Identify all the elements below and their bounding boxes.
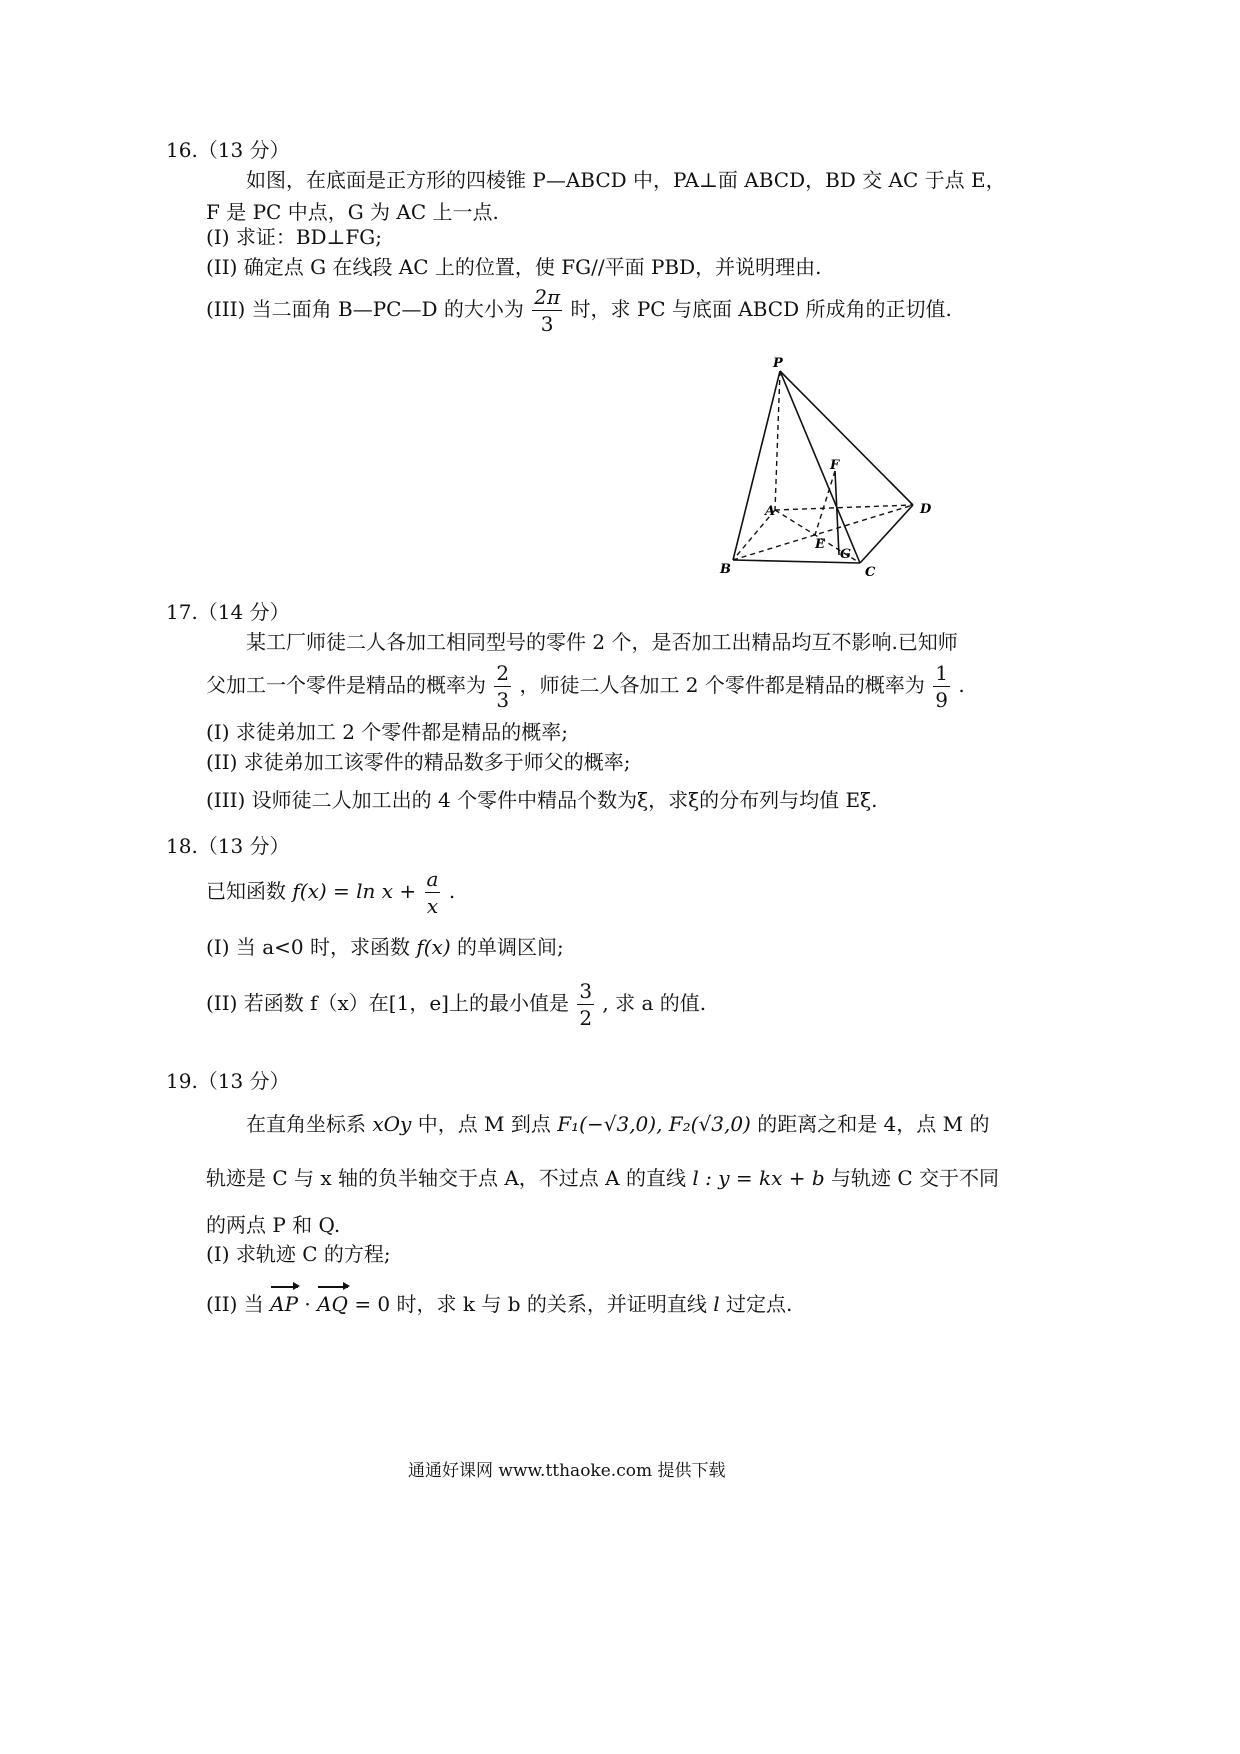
label-p: P	[773, 356, 783, 371]
q18-line1-post: .	[448, 879, 456, 903]
q17-frac2-numerator: 1	[935, 661, 948, 685]
q17-line2-post: .	[958, 673, 965, 697]
q19-line2-pre: 轨迹是 C 与 x 轴的负半轴交于点 A，不过点 A 的直线	[206, 1166, 686, 1190]
q19-line2	[206, 1164, 999, 1192]
q17-part1: (I) 求徒弟加工 2 个零件都是精品的概率;	[206, 720, 569, 744]
q19-part2-mid: 时，求 k 与 b 的关系，并证明直线	[396, 1292, 707, 1316]
q18-fraction	[425, 866, 441, 919]
q17-line1: 某工厂师徒二人各加工相同型号的零件 2 个，是否加工出精品均互不影响.已知师	[246, 630, 958, 654]
label-d: D	[920, 502, 932, 517]
q17-line2	[206, 660, 965, 713]
q17-fraction-master	[494, 660, 511, 713]
q16-part3-numerator: 2π	[534, 285, 561, 309]
q17-header: 17.（14 分）	[166, 600, 290, 624]
edge-pd	[780, 371, 913, 505]
q16-part3-fraction	[532, 284, 562, 337]
vector-aq: AQ	[317, 1284, 348, 1318]
q19-line2-post: 与轨迹 C 交于不同	[831, 1166, 1000, 1190]
edge-pa-hidden	[775, 371, 780, 510]
q18-part1-pre: (I) 当 a<0 时，求函数	[206, 935, 410, 959]
label-c: C	[865, 565, 876, 580]
q18-part1	[206, 933, 564, 961]
q17-part3: (III) 设师徒二人加工出的 4 个零件中精品个数为ξ，求ξ的分布列与均值 Eξ.	[206, 788, 878, 812]
vector-ap: AP	[270, 1284, 298, 1318]
q17-frac1-numerator: 2	[496, 661, 510, 685]
q17-frac2-denominator: 9	[935, 688, 948, 712]
q19-line1	[246, 1110, 989, 1138]
q16-line2: F 是 PC 中点，G 为 AC 上一点.	[206, 200, 499, 224]
q19-line1-mid: 中，点 M 到点	[417, 1112, 551, 1136]
q18-line1-pre: 已知函数	[206, 879, 286, 903]
q19-part2-line-l: l	[713, 1292, 720, 1316]
q16-part3	[206, 284, 952, 337]
q16-part3-post: 时，求 PC 与底面 ABCD 所成角的正切值.	[570, 297, 952, 321]
q19-line1-pre: 在直角坐标系	[246, 1112, 366, 1136]
q18-part2-pre: (II) 若函数 f（x）在[1，e]上的最小值是	[206, 991, 569, 1015]
q19-part2-post: 过定点.	[726, 1292, 793, 1316]
equals-zero: = 0	[354, 1292, 391, 1316]
q16-part3-denominator: 3	[540, 312, 554, 336]
q18-frac-denominator: x	[426, 894, 439, 918]
q18-header: 18.（13 分）	[166, 834, 290, 858]
edge-cd	[860, 505, 913, 563]
pyramid-figure	[715, 345, 945, 580]
q16-part1: (I) 求证：BD⊥FG;	[206, 225, 382, 249]
q16-line1: 如图，在底面是正方形的四棱锥 P—ABCD 中，PA⊥面 ABCD，BD 交 AC 于点 E，	[246, 168, 1006, 192]
q16-part3-pre: (III) 当二面角 B—PC—D 的大小为	[206, 297, 524, 321]
label-b: B	[720, 562, 731, 577]
q19-part2-pre: (II) 当	[206, 1292, 264, 1316]
q19-part1: (I) 求轨迹 C 的方程;	[206, 1242, 391, 1266]
q19-line-equation: l : y = kx + b	[692, 1166, 825, 1190]
q17-line2-pre: 父加工一个零件是精品的概率为	[206, 673, 486, 697]
q18-line1	[206, 866, 455, 919]
q19-line3: 的两点 P 和 Q.	[206, 1213, 341, 1237]
q18-part1-func: f(x)	[416, 935, 451, 959]
q17-line2-mid: ，师徒二人各加工 2 个零件都是精品的概率为	[519, 673, 925, 697]
q16-header: 16.（13 分）	[166, 138, 290, 162]
q17-part2: (II) 求徒弟加工该零件的精品数多于师父的概率;	[206, 750, 631, 774]
q19-header: 19.（13 分）	[166, 1069, 290, 1093]
q19-coordinate-system: xOy	[372, 1112, 412, 1136]
q18-part2-numerator: 3	[579, 979, 593, 1003]
label-g: G	[840, 547, 852, 562]
q18-part2	[206, 978, 706, 1031]
q18-part2-denominator: 2	[579, 1006, 593, 1030]
q19-part2	[206, 1284, 792, 1318]
q18-function: f(x) = ln x +	[292, 879, 417, 903]
edge-pc	[780, 371, 860, 563]
q18-frac-numerator: a	[426, 867, 439, 891]
q19-focus-points: F₁(−√3,0), F₂(√3,0)	[557, 1112, 751, 1136]
q17-fraction-both	[933, 660, 950, 713]
q17-frac1-denominator: 3	[496, 688, 510, 712]
label-e: E	[815, 537, 825, 552]
edge-ad-hidden	[775, 505, 913, 510]
q18-part1-post: 的单调区间;	[457, 935, 564, 959]
label-a: A	[765, 504, 776, 519]
q18-part2-post: , 求 a 的值.	[602, 991, 707, 1015]
label-f: F	[830, 458, 840, 473]
footer-credit: 通通好课网 www.tthaoke.com 提供下载	[408, 1461, 726, 1481]
vector-dot: ·	[304, 1292, 311, 1316]
q16-part2: (II) 确定点 G 在线段 AC 上的位置，使 FG//平面 PBD，并说明理由.	[206, 255, 822, 279]
q19-line1-post: 的距离之和是 4，点 M 的	[757, 1112, 990, 1136]
q18-part2-fraction	[577, 978, 594, 1031]
